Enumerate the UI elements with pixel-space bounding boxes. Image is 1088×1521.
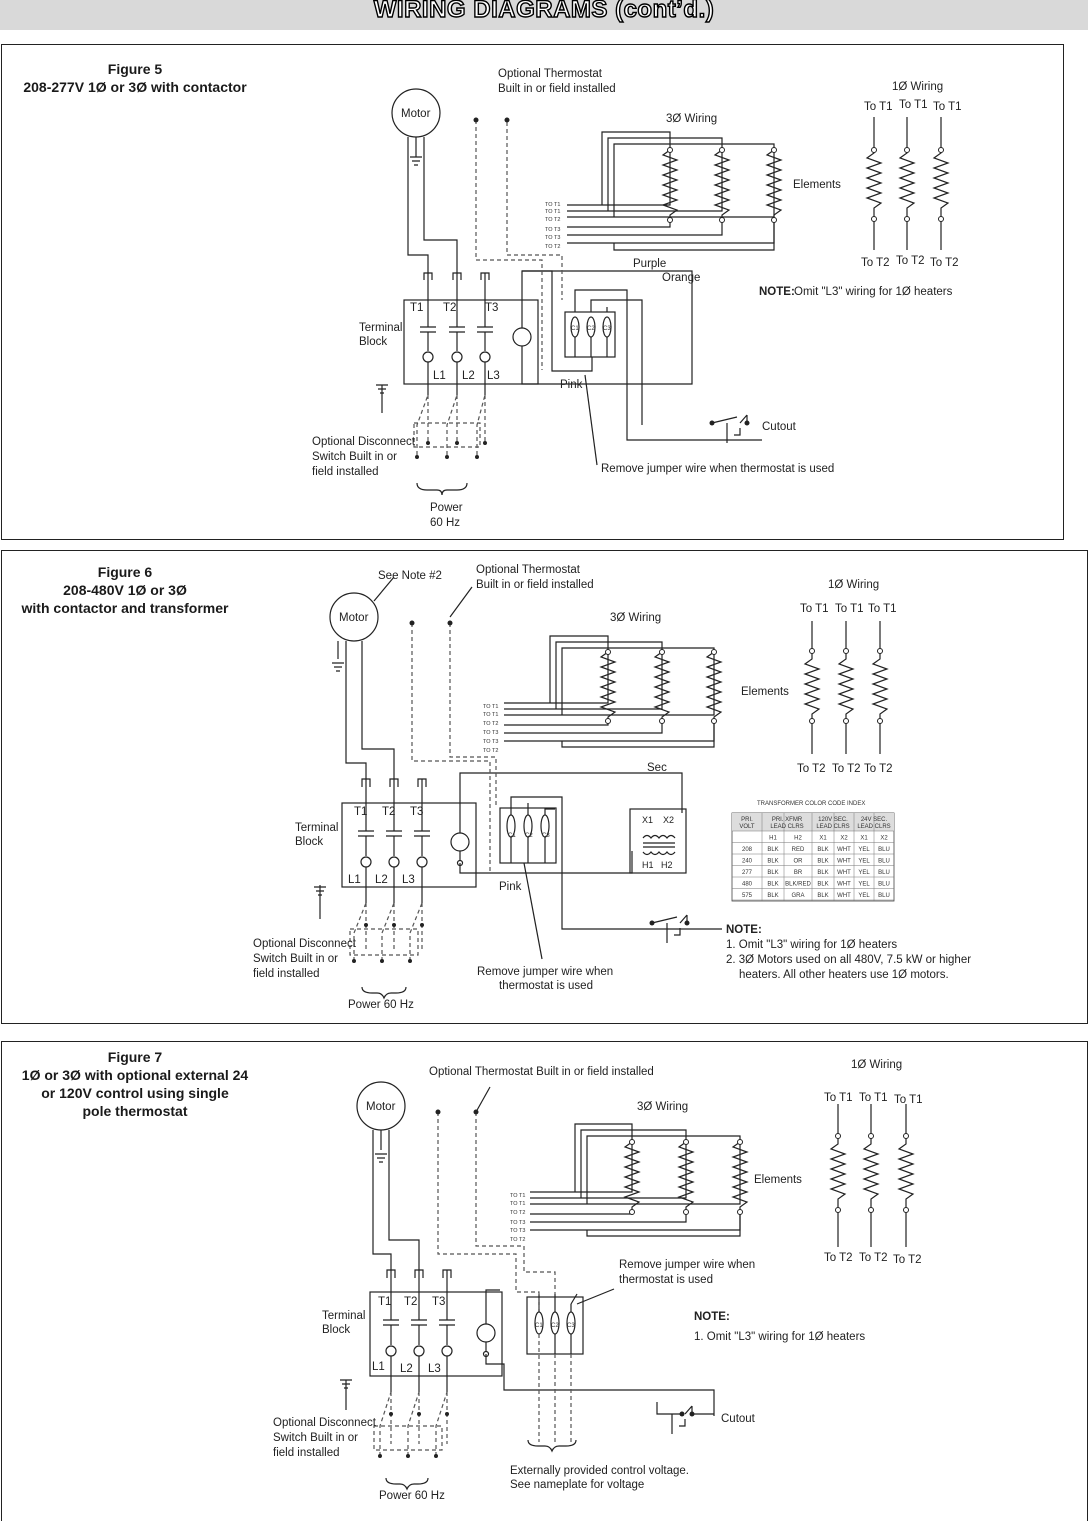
table-cell: YEL [858, 847, 870, 853]
fig5-purple-label: Purple [633, 258, 667, 270]
fig5-small-t2-a: TO T2 [545, 217, 561, 223]
table-cell: BLU [878, 870, 890, 876]
fig5-terminal-label-1: Terminal [359, 322, 403, 334]
figure-6-title: Figure 6 [97, 564, 153, 580]
fig5-small-t1-b: TO T1 [545, 209, 561, 215]
fig6-l2: L2 [375, 874, 388, 886]
fig6-c2: C2 [525, 833, 533, 839]
table-cell: BR [793, 870, 803, 876]
fig5-l2: L2 [462, 370, 475, 382]
fig5-t3: T3 [485, 302, 499, 314]
fig6-x2: X2 [663, 815, 675, 825]
table-subheader-cell: X1 [860, 835, 868, 842]
fig7-to-t1-c: To T1 [894, 1094, 923, 1106]
fig7-t3: T3 [432, 1296, 446, 1308]
figure-7-subtitle-3: pole thermostat [82, 1103, 188, 1119]
table-subheader-cell: X2 [840, 835, 848, 842]
fig6-3ph-label: 3Ø Wiring [610, 612, 662, 624]
figure-7-subtitle-1: 1Ø or 3Ø with optional external 24 [21, 1067, 249, 1083]
figure-5-subtitle: 208-277V 1Ø or 3Ø with contactor [23, 79, 247, 95]
figure-7-title: Figure 7 [107, 1049, 163, 1065]
fig7-small-3: TO T2 [510, 1210, 526, 1216]
fig6-1ph-label: 1Ø Wiring [828, 579, 880, 591]
fig5-jumper-label: Remove jumper wire when thermostat is used [601, 463, 835, 475]
fig6-note-bold: NOTE: [726, 924, 762, 936]
fig5-power-2: 60 Hz [430, 517, 461, 529]
fig6-motor-label: Motor [339, 612, 369, 624]
fig5-small-t3-a: TO T3 [545, 227, 561, 233]
fig5-t2: T2 [443, 302, 457, 314]
fig7-small-1: TO T1 [510, 1193, 526, 1199]
figure-7-subtitle-2: or 120V control using single [41, 1085, 229, 1101]
fig6-t1: T1 [354, 806, 368, 818]
fig5-note-bold: NOTE: [759, 286, 795, 298]
fig5-t1: T1 [410, 302, 424, 314]
fig7-small-6: TO T2 [510, 1237, 526, 1243]
table-cell: YEL [858, 881, 870, 888]
fig5-to-t2-c: To T2 [930, 257, 959, 269]
fig7-terminal-1: Terminal [322, 1310, 366, 1322]
fig6-c1: C1 [508, 833, 516, 839]
fig7-c3: C3 [567, 1323, 575, 1329]
table-cell: 277 [741, 870, 753, 876]
fig7-c2: C2 [551, 1323, 559, 1329]
fig6-to-t2-a: To T2 [797, 763, 826, 775]
fig5-l1: L1 [433, 370, 446, 382]
fig6-t3: T3 [410, 806, 424, 818]
fig5-to-t1-c: To T1 [933, 101, 962, 113]
fig5-to-t1-b: To T1 [899, 99, 928, 111]
figure-6-diagram [2, 551, 1087, 1023]
table-subheader-cell: X1 [819, 835, 827, 842]
fig6-t2: T2 [382, 806, 396, 818]
table-cell: BLK [767, 858, 779, 865]
fig5-cutout-label: Cutout [762, 421, 796, 433]
fig6-note-1: 1. Omit "L3" wiring for 1Ø heaters [726, 939, 898, 951]
table-subheader-cell: H1 [769, 835, 777, 842]
table-header-cell: 120V SEC. [818, 817, 848, 823]
figure-7-panel [1, 1041, 1088, 1521]
table-cell: BLK [767, 847, 779, 853]
fig5-to-t2-b: To T2 [896, 255, 925, 267]
fig7-to-t1-a: To T1 [824, 1092, 853, 1104]
table-cell: GRA [791, 893, 805, 899]
fig7-small-5: TO T3 [510, 1228, 526, 1234]
figure-5-diagram [2, 45, 1063, 539]
fig6-note-2: 2. 3Ø Motors used on all 480V, 7.5 kW or higher [726, 954, 972, 966]
table-header-cell: 24V SEC. [860, 817, 888, 823]
fig6-small-6: TO T2 [483, 748, 499, 754]
table-cell: BLK [817, 881, 829, 888]
figure-5-panel [1, 44, 1064, 540]
table-cell: BLK [817, 870, 829, 876]
transformer-color-table [732, 801, 894, 901]
table-cell: 208 [741, 847, 753, 853]
fig6-jumper-2: thermostat is used [499, 980, 593, 992]
fig7-note-bold: NOTE: [694, 1311, 730, 1323]
fig7-external-1: Externally provided control voltage. [510, 1465, 689, 1477]
fig7-power: Power 60 Hz [379, 1490, 445, 1502]
fig7-jumper-1: Remove jumper wire when [619, 1259, 756, 1271]
figure-6-panel [1, 550, 1088, 1024]
fig5-pink-label: Pink [560, 379, 583, 391]
table-header-cell: LEAD CLRS [770, 824, 804, 830]
fig7-l1: L1 [372, 1361, 385, 1373]
table-cell: BLK/RED [785, 881, 811, 888]
fig6-l3: L3 [402, 874, 415, 886]
fig7-t1: T1 [378, 1296, 392, 1308]
fig6-small-5: TO T3 [483, 739, 499, 745]
fig5-disconnect-1: Optional Disconnect [312, 436, 415, 448]
fig5-c1: C1 [571, 326, 579, 332]
fig5-motor-label: Motor [401, 108, 431, 120]
fig7-t2: T2 [404, 1296, 418, 1308]
fig5-small-t3-b: TO T3 [545, 235, 561, 241]
fig6-disconnect-2: Switch Built in or [253, 953, 339, 965]
fig6-thermostat-1: Optional Thermostat [476, 564, 580, 576]
fig5-small-t2-b: TO T2 [545, 244, 561, 250]
table-cell: YEL [858, 893, 870, 899]
figure-6-subtitle-1: 208-480V 1Ø or 3Ø [63, 582, 187, 598]
fig7-disconnect-1: Optional Disconnect [273, 1417, 376, 1429]
table-header-cell: LEAD CLRS [857, 824, 891, 830]
fig7-3ph-label: 3Ø Wiring [637, 1101, 689, 1113]
fig6-terminal-2: Block [295, 836, 324, 848]
fig6-thermostat-2: Built in or field installed [476, 579, 594, 591]
table-cell: WHT [837, 870, 851, 876]
fig5-disconnect-3: field installed [312, 466, 379, 478]
table-header-cell: PRI. [741, 817, 753, 823]
fig5-orange-label: Orange [662, 272, 701, 284]
fig5-3ph-label: 3Ø Wiring [666, 113, 718, 125]
fig6-small-3: TO T2 [483, 721, 499, 727]
table-cell: RED [791, 847, 805, 853]
fig6-to-t1-b: To T1 [835, 603, 864, 615]
fig7-l3: L3 [428, 1363, 441, 1375]
table-cell: BLK [767, 881, 779, 888]
fig7-elements: Elements [754, 1174, 802, 1186]
fig7-external-2: See nameplate for voltage [510, 1479, 645, 1491]
fig7-thermostat: Optional Thermostat Built in or field installed [429, 1066, 654, 1078]
fig6-sec-label: Sec [647, 762, 667, 774]
table-cell: BLK [817, 847, 829, 853]
fig6-to-t1-a: To T1 [800, 603, 829, 615]
fig7-jumper-2: thermostat is used [619, 1274, 713, 1286]
table-cell: OR [793, 858, 803, 865]
fig6-h1: H1 [642, 860, 654, 870]
fig5-l3: L3 [487, 370, 500, 382]
table-cell: 480 [741, 881, 753, 888]
table-cell: WHT [837, 858, 851, 865]
table-cell: BLU [878, 893, 890, 899]
fig6-terminal-1: Terminal [295, 822, 339, 834]
fig6-c3: C3 [542, 833, 550, 839]
table-cell: BLU [878, 847, 890, 853]
page-title: WIRING DIAGRAMS (cont’d.) [373, 0, 715, 23]
table-header-cell: LEAD CLRS [816, 824, 850, 830]
fig7-to-t2-c: To T2 [893, 1254, 922, 1266]
table-cell: BLK [767, 893, 779, 899]
table-cell: 240 [741, 858, 753, 865]
fig6-small-1: TO T1 [483, 704, 499, 710]
fig6-power: Power 60 Hz [348, 999, 414, 1011]
fig6-see-note: See Note #2 [378, 570, 442, 582]
table-subheader-cell: H2 [794, 835, 802, 842]
table-header-cell: PRI. XFMR [771, 817, 803, 823]
fig6-elements: Elements [741, 686, 789, 698]
fig5-to-t1-a: To T1 [864, 101, 893, 113]
table-cell: BLK [817, 858, 829, 865]
figure-6-subtitle-2: with contactor and transformer [21, 600, 229, 616]
fig5-1ph-label: 1Ø Wiring [892, 81, 944, 93]
fig7-l2: L2 [400, 1363, 413, 1375]
table-cell: WHT [837, 881, 851, 888]
fig7-small-2: TO T1 [510, 1201, 526, 1207]
fig5-thermostat-label-1: Optional Thermostat [498, 68, 602, 80]
table-cell: BLU [878, 881, 890, 888]
fig6-to-t1-c: To T1 [868, 603, 897, 615]
fig7-small-4: TO T3 [510, 1220, 526, 1226]
table-cell: 575 [741, 893, 753, 899]
fig5-c3: C3 [603, 326, 611, 332]
table-title: TRANSFORMER COLOR CODE INDEX [757, 801, 866, 807]
header-bar [0, 0, 1088, 30]
fig6-jumper-1: Remove jumper wire when [477, 966, 614, 978]
table-cell: BLK [817, 893, 829, 899]
fig5-disconnect-2: Switch Built in or [312, 451, 398, 463]
table-header-cell: VOLT [739, 824, 755, 830]
fig7-disconnect-3: field installed [273, 1447, 340, 1459]
fig7-c1: C1 [535, 1323, 543, 1329]
fig5-power-1: Power [430, 502, 463, 514]
table-cell: WHT [837, 847, 851, 853]
fig6-small-4: TO T3 [483, 730, 499, 736]
fig7-1ph-label: 1Ø Wiring [851, 1059, 903, 1071]
table-cell: YEL [858, 870, 870, 876]
table-cell: YEL [858, 858, 870, 865]
fig5-to-t2-a: To T2 [861, 257, 890, 269]
fig7-terminal-2: Block [322, 1324, 351, 1336]
fig5-note: Omit "L3" wiring for 1Ø heaters [794, 286, 953, 298]
fig5-c2: C2 [587, 326, 595, 332]
fig6-pink: Pink [499, 881, 522, 893]
fig7-disconnect-2: Switch Built in or [273, 1432, 359, 1444]
fig6-l1: L1 [348, 874, 361, 886]
table-cell: BLU [878, 858, 890, 865]
fig6-h2: H2 [661, 860, 673, 870]
table-cell: WHT [837, 893, 851, 899]
fig7-motor-label: Motor [366, 1101, 396, 1113]
fig6-to-t2-c: To T2 [864, 763, 893, 775]
fig6-note-3: heaters. All other heaters use 1Ø motors. [739, 969, 949, 981]
fig6-x1: X1 [642, 815, 654, 825]
table-cell: BLK [767, 870, 779, 876]
fig5-small-t1-a: TO T1 [545, 202, 561, 208]
fig5-elements-label: Elements [793, 179, 841, 191]
fig6-disconnect-3: field installed [253, 968, 320, 980]
fig6-disconnect-1: Optional Disconnect [253, 938, 356, 950]
fig7-cutout: Cutout [721, 1413, 755, 1425]
fig7-to-t1-b: To T1 [859, 1092, 888, 1104]
fig7-to-t2-a: To T2 [824, 1252, 853, 1264]
fig5-terminal-label-2: Block [359, 336, 388, 348]
fig6-to-t2-b: To T2 [832, 763, 861, 775]
figure-5-title: Figure 5 [107, 61, 163, 77]
fig6-small-2: TO T1 [483, 712, 499, 718]
figure-7-diagram [2, 1042, 1087, 1521]
fig7-note-1: 1. Omit "L3" wiring for 1Ø heaters [694, 1331, 866, 1343]
fig5-thermostat-label-2: Built in or field installed [498, 83, 616, 95]
fig7-to-t2-b: To T2 [859, 1252, 888, 1264]
table-subheader-cell: X2 [880, 835, 888, 842]
